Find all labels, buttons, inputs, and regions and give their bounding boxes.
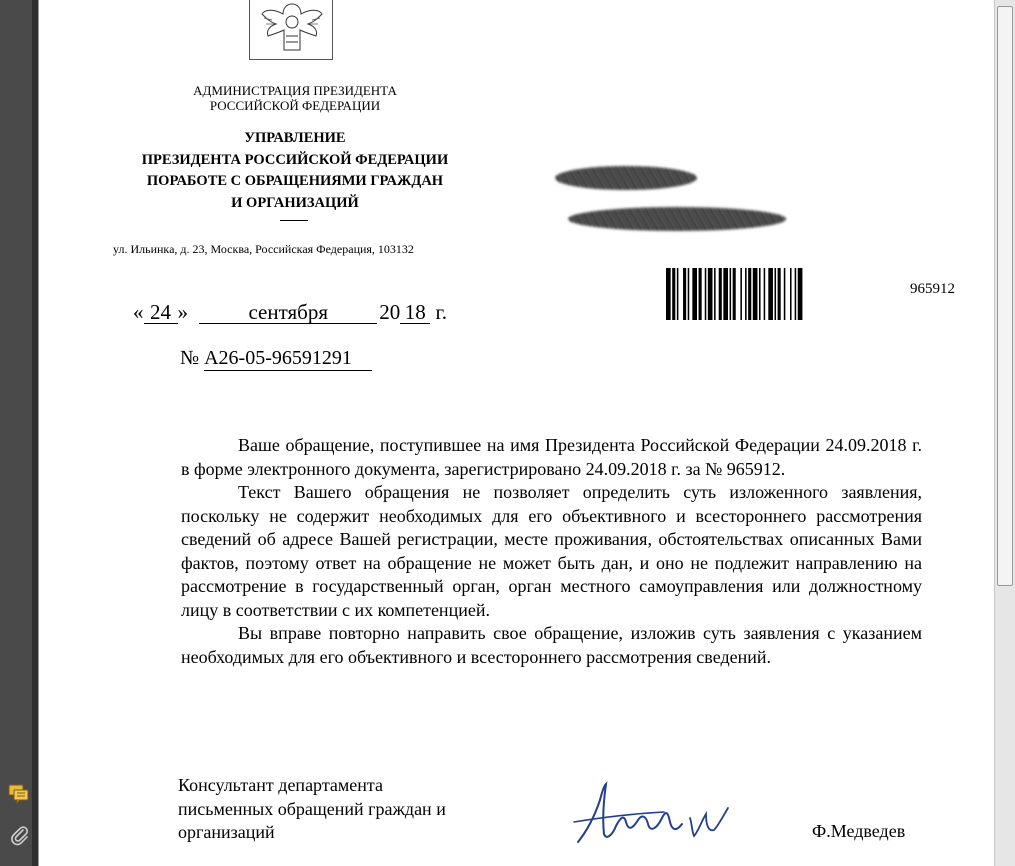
- barcode-bar: [692, 268, 697, 320]
- date-open-quote: «: [133, 300, 144, 324]
- signer-name: Ф.Медведев: [812, 821, 906, 841]
- barcode-bar: [730, 268, 732, 320]
- document-number: [180, 346, 372, 371]
- barcode-bar: [719, 268, 722, 320]
- admin-line: РОССИЙСКОЙ ФЕДЕРАЦИИ: [209, 98, 381, 113]
- barcode-bar: [790, 268, 792, 320]
- barcode-bar: [733, 268, 736, 320]
- comment-icon[interactable]: [8, 784, 30, 804]
- barcode-bar: [764, 268, 766, 320]
- barcode-bar: [778, 268, 781, 320]
- barcode-bar: [683, 268, 686, 320]
- barcode-bar: [723, 268, 728, 320]
- sender-address: ул. Ильинка, д. 23, Москва, Российская Федерация, 103132: [113, 242, 414, 256]
- letter-date: [133, 300, 447, 325]
- administration-heading: [140, 83, 450, 113]
- body-paragraph: Текст Вашего обращения не позволяет определить суть изложенного заявления, поскольку не содержит необходимых для его объективного и всестороннего рассмотрения сведений об адресе Вашей регистрации, месте проживания, обстоятельствах описанных Вами фактов, поэтому ответ на обращение не может быть дан, и оно не подлежит направлению на рассмотрение в государственный орган, орган местного самоуправления или должностному лицу в соответствии с их компетенцией.: [181, 482, 922, 620]
- barcode-bar: [795, 268, 797, 320]
- barcode: [666, 268, 894, 320]
- vertical-scrollbar[interactable]: [994, 0, 1015, 866]
- coat-of-arms-icon: [249, 0, 333, 60]
- signer-title-line: организаций: [178, 822, 275, 842]
- signer-title-line: письменных обращений граждан и: [178, 798, 446, 819]
- barcode-bar: [705, 268, 707, 320]
- barcode-number: 965912: [910, 281, 955, 297]
- viewer-side-panel: [0, 0, 38, 866]
- date-day: 24: [144, 301, 178, 324]
- admin-line: АДМИНИСТРАЦИЯ ПРЕЗИДЕНТА: [193, 83, 397, 98]
- barcode-bar: [672, 268, 675, 320]
- barcode-bar: [768, 268, 773, 320]
- barcode-bar: [740, 268, 742, 320]
- dept-line: И ОРГАНИЗАЦИЙ: [231, 194, 359, 211]
- barcode-bar: [677, 268, 679, 320]
- scrollbar-thumb[interactable]: [997, 6, 1013, 586]
- date-close-quote: »: [177, 300, 188, 324]
- heading-divider: [280, 220, 308, 221]
- barcode-bar: [714, 268, 716, 320]
- barcode-bar: [745, 268, 747, 320]
- dept-line: ПРЕЗИДЕНТА РОССИЙСКОЙ ФЕДЕРАЦИИ: [141, 151, 449, 168]
- signer-title: [178, 774, 508, 845]
- date-year-unit: г.: [435, 300, 447, 324]
- barcode-bar: [798, 268, 803, 320]
- number-symbol: №: [180, 347, 200, 369]
- date-month: сентября: [199, 301, 377, 324]
- body-paragraph: Ваше обращение, поступившее на имя Президента Российской Федерации 24.09.2018 г. в форме электронного документа, зарегистрировано 24.09.2018 г. за № 965912.: [181, 435, 922, 479]
- barcode-bar: [784, 268, 786, 320]
- dept-line: УПРАВЛЕНИЕ: [244, 130, 346, 146]
- redacted-recipient-name: [555, 166, 697, 190]
- handwritten-signature: [568, 778, 743, 850]
- redacted-recipient-address: [568, 207, 786, 231]
- paperclip-icon[interactable]: [8, 824, 30, 846]
- signer-title-line: Консультант департамента: [178, 775, 383, 795]
- dept-line: ПОРАБОТЕ С ОБРАЩЕНИЯМИ ГРАЖДАН: [146, 173, 444, 189]
- barcode-bar: [688, 268, 690, 320]
- document-number-value: А26-05-96591291: [204, 346, 372, 371]
- letter-body: [181, 434, 922, 669]
- barcode-bar: [708, 268, 713, 320]
- barcode-bar: [753, 268, 758, 320]
- date-year-suffix: 18: [400, 301, 430, 324]
- barcode-bar: [759, 268, 761, 320]
- barcode-bar: [748, 268, 751, 320]
- body-paragraph: Вы вправе повторно направить свое обращение, изложив суть заявления с указанием необходимых для его объективного и всестороннего рассмотрения сведений.: [181, 623, 922, 667]
- department-heading: [110, 128, 480, 214]
- barcode-bar: [775, 268, 777, 320]
- date-year-prefix: 20: [379, 300, 401, 324]
- barcode-bar: [666, 268, 671, 320]
- barcode-bar: [699, 268, 702, 320]
